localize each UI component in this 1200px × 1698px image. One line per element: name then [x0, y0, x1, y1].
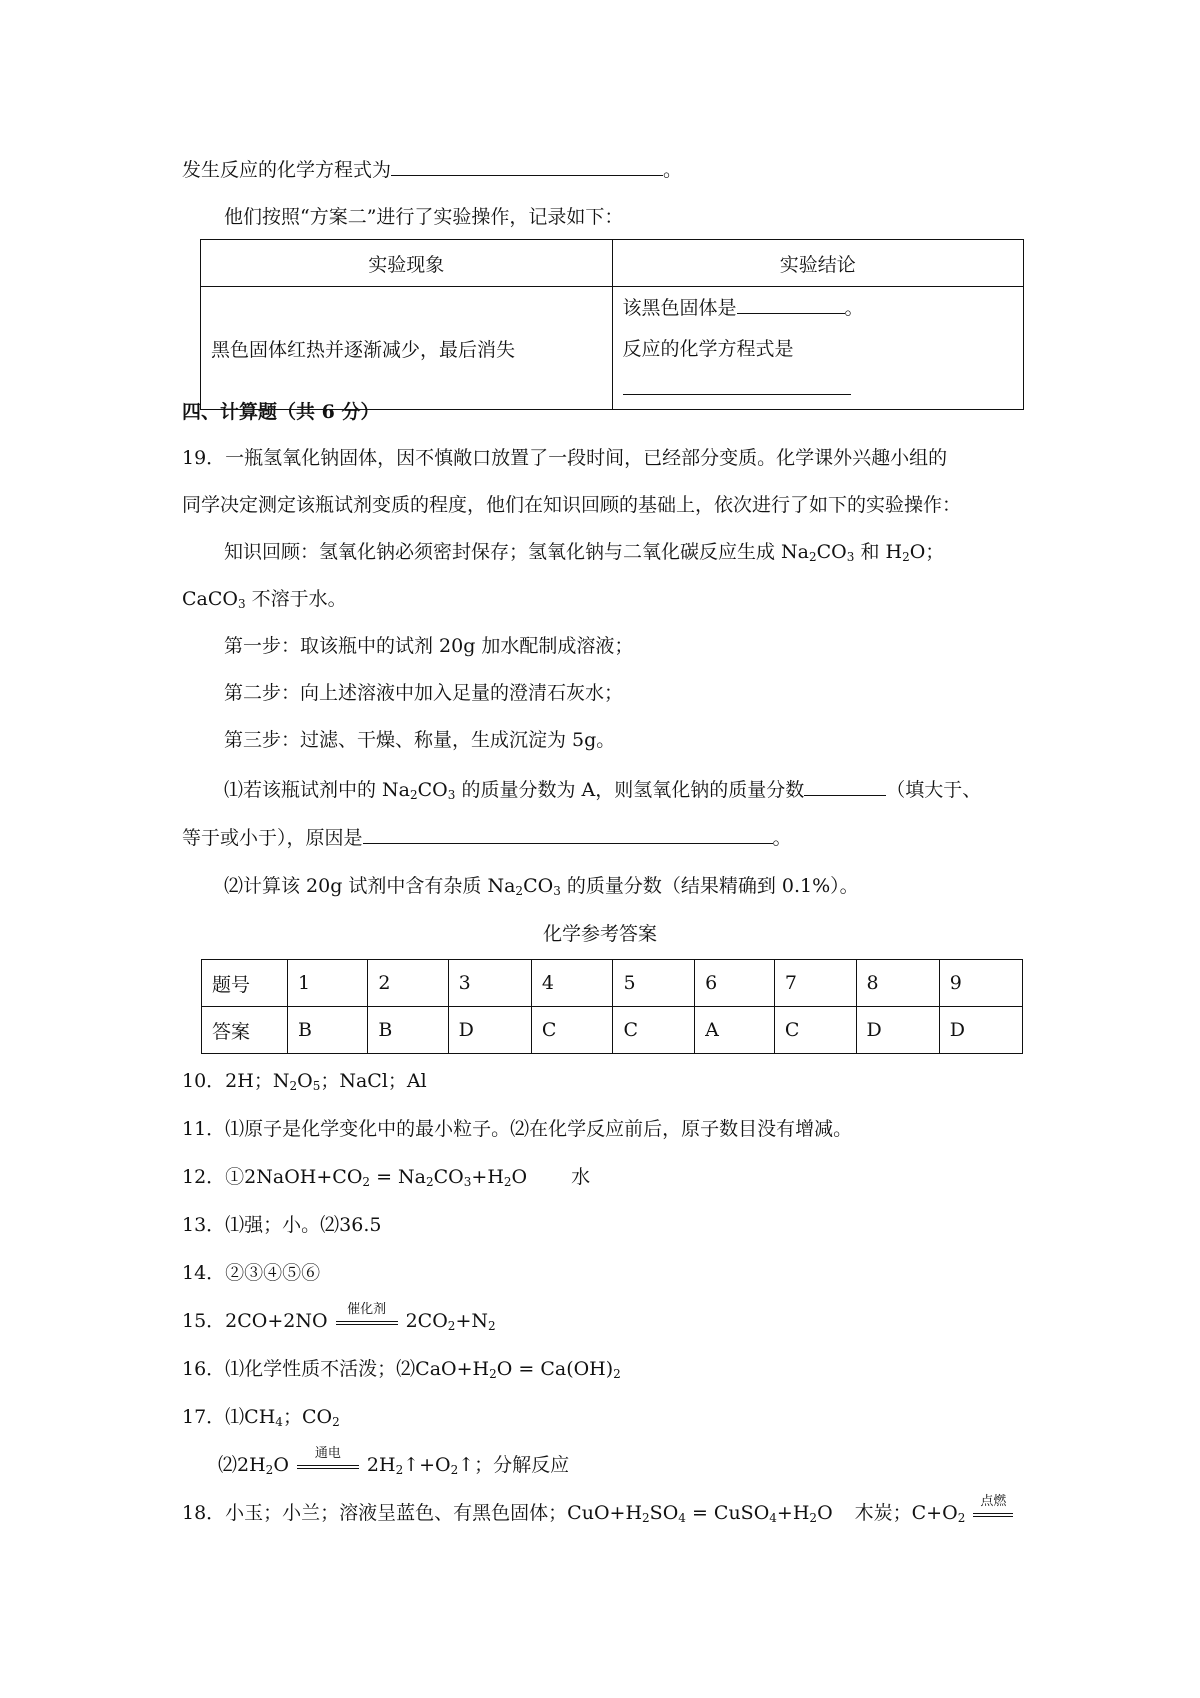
q19-knowledge: 知识回顾：氢氧化钠必须密封保存；氢氧化钠与二氧化碳反应生成 $Na_2CO_3$ 和 $H_2O$；	[224, 541, 945, 564]
q19-line-1: 19．一瓶氢氧化钠固体，因不慎敞口放置了一段时间，已经部分变质。化学课外兴趣小组的	[182, 447, 948, 469]
answer-17-part-2: $⑵2H_2O$ 通电 $2H_2↑+O_2↑$；分解反应	[218, 1446, 570, 1477]
answer-number: 7	[774, 960, 856, 1007]
line-equation-prompt: 发生反应的化学方程式为 。	[182, 155, 682, 184]
answer-number: 5	[613, 960, 695, 1007]
answer-14: 14．②③④⑤⑥	[182, 1262, 321, 1284]
step-3: 第三步：过滤、干燥、称量，生成沉淀为 5g。	[224, 729, 616, 751]
answer-table	[201, 959, 1023, 1054]
answer-13: 13．⑴强；小。⑵36.5	[182, 1214, 382, 1236]
answer-letter: C	[613, 1007, 695, 1054]
line-plan-two: 他们按照“方案二”进行了实验操作，记录如下：	[224, 206, 624, 228]
q19-part-2: ⑵计算该 20g 试剂中含有杂质 $Na_2CO_3$ 的质量分数（结果精确到 0.1%）。	[224, 875, 859, 898]
section-heading: 四、计算题（共 6 分）	[182, 401, 380, 423]
step-1: 第一步：取该瓶中的试剂 20g 加水配制成溶液；	[224, 635, 634, 657]
answer-number: 6	[695, 960, 775, 1007]
answer-letter: D	[448, 1007, 531, 1054]
blank-compare[interactable]	[804, 775, 886, 796]
answer-15: 15．2CO+2NO 催化剂 $2CO_2+N_2$	[182, 1302, 496, 1333]
answer-number: 1	[288, 960, 368, 1007]
header-phenomenon: 实验现象	[201, 240, 613, 287]
answer-letter: D	[939, 1007, 1022, 1054]
q19-knowledge-cont: CaCO$_3$ 不溶于水。	[182, 588, 347, 611]
step-2: 第二步：向上述溶液中加入足量的澄清石灰水；	[224, 682, 624, 704]
q19-part-1: ⑴若该瓶试剂中的 $Na_2CO_3$ 的质量分数为 A，则氢氧化钠的质量分数 （填大于、	[224, 775, 981, 804]
blank-black-solid[interactable]	[737, 293, 845, 314]
answer-letter: B	[288, 1007, 368, 1054]
answers-title: 化学参考答案	[542, 923, 657, 945]
answer-number: 3	[448, 960, 531, 1007]
answer-letter: C	[531, 1007, 613, 1054]
answer-letter: C	[774, 1007, 856, 1054]
label-question-no: 题号	[202, 960, 288, 1007]
header-conclusion: 实验结论	[612, 240, 1024, 287]
answer-10: 10．2H；$N_2O_5$；NaCl；Al	[182, 1070, 427, 1093]
answer-number: 2	[368, 960, 448, 1007]
answer-12: 12．$①2NaOH+CO_2 = Na_2CO_3+H_2O$ 水	[182, 1166, 591, 1189]
reaction-condition-catalyst: 催化剂	[336, 1319, 398, 1325]
blank-equation[interactable]	[623, 374, 851, 395]
reaction-condition-ignite: 点燃	[973, 1511, 1013, 1517]
answer-blank[interactable]	[391, 155, 663, 176]
answer-letter: D	[856, 1007, 939, 1054]
prompt-text: 发生反应的化学方程式为	[182, 159, 392, 181]
answer-letter: B	[368, 1007, 448, 1054]
label-answer: 答案	[202, 1007, 288, 1054]
blank-reason[interactable]	[363, 823, 773, 844]
answer-number: 9	[939, 960, 1022, 1007]
reaction-condition-electrolysis: 通电	[297, 1463, 359, 1469]
answer-16: 16．⑴化学性质不活泼；$⑵CaO+H_2O = Ca(OH)_2$	[182, 1358, 621, 1381]
cell-conclusion: 该黑色固体是 。 反应的化学方程式是	[612, 287, 1024, 410]
answer-letter: A	[695, 1007, 775, 1054]
answer-number: 4	[531, 960, 613, 1007]
answer-17: 17．$⑴CH_4$；$CO_2$	[182, 1406, 340, 1429]
answer-18: 18．小玉；小兰；溶液呈蓝色、有黑色固体；$CuO+H_2SO_4$ = $CuSO_4+H_2O$ 木炭；$C+O_2$ 点燃	[182, 1499, 1013, 1527]
answer-11: 11．⑴原子是化学变化中的最小粒子。⑵在化学反应前后，原子数目没有增减。	[182, 1118, 853, 1140]
q19-line-2: 同学决定测定该瓶试剂变质的程度，他们在知识回顾的基础上，依次进行了如下的实验操作：	[182, 494, 962, 516]
q19-part-1-reason: 等于或小于），原因是 。	[182, 823, 792, 852]
cell-phenomenon: 黑色固体红热并逐渐减少，最后消失	[201, 287, 613, 410]
experiment-table	[200, 239, 1024, 410]
answer-number: 8	[856, 960, 939, 1007]
